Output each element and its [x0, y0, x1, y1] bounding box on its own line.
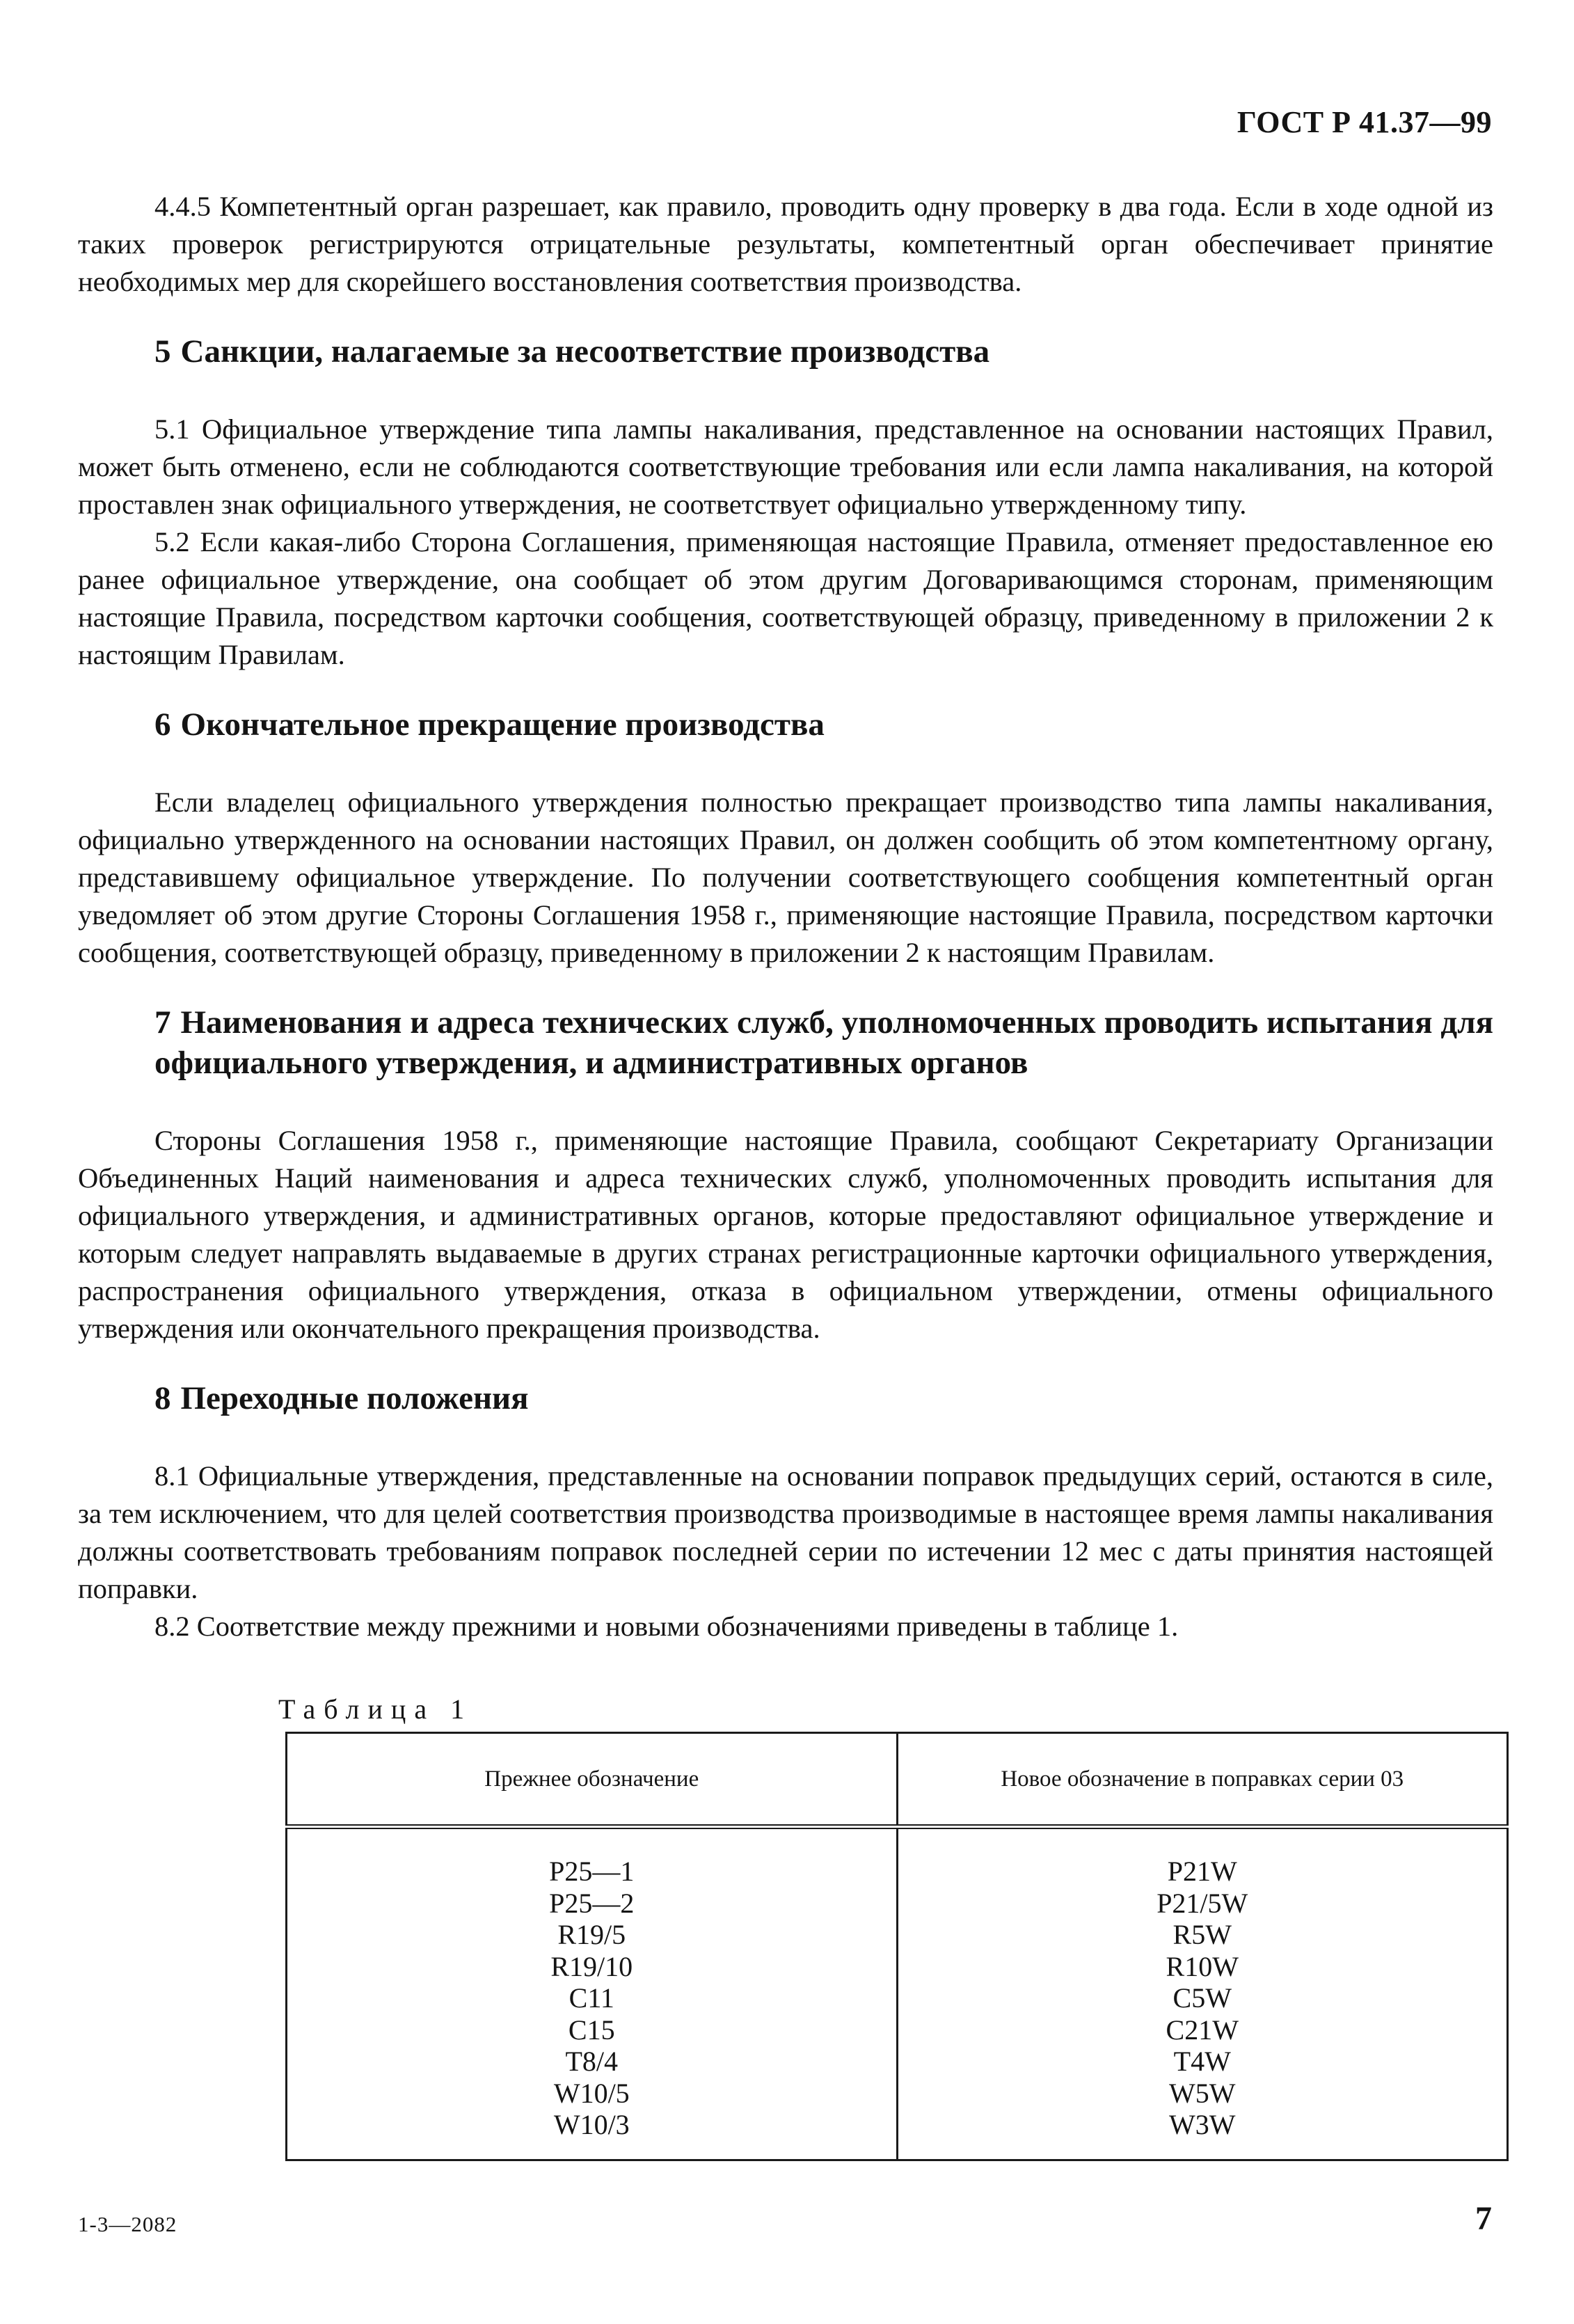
- new-designation: P21W: [1167, 1856, 1237, 1887]
- new-designation: P21/5W: [1156, 1887, 1248, 1919]
- table-row: [287, 1827, 1508, 2160]
- new-designation: C5W: [1172, 1982, 1232, 2014]
- new-designation: R10W: [1166, 1950, 1239, 1982]
- table-caption: Таблица 1: [278, 1693, 473, 1725]
- new-designation-column: [897, 1827, 1508, 2160]
- paragraph-4-4-5: 4.4.5 Компетентный орган разрешает, как правило, проводить одну проверку в два года. Если в ходе одной из таких проверок регистрируются отрицательные результаты, компетентный орган обеспечивает принятие необходимых мер для скорейшего восстановления соответствия производства.: [78, 191, 1493, 297]
- paragraph-6: Если владелец официального утверждения полностью прекращает производство типа лампы накаливания, официально утвержденного на основании настоящих Правил, он должен сообщить об этом компетентному органу, представившему официальное утверждение. По получении соответствующего сообщения компетентный орган уведомляет об этом другие Стороны Соглашения 1958 г., применяющие настоящие Правила, посредством карточки сообщения, соответствующей образцу, приведенному в приложении 2 к настоящим Правилам.: [78, 786, 1493, 968]
- old-designation: P25—2: [549, 1887, 635, 1919]
- new-designation: R5W: [1172, 1919, 1232, 1950]
- paragraph-8-2: 8.2 Соответствие между прежними и новыми обозначениями приведены в таблице 1.: [154, 1611, 1179, 1642]
- old-designation: R19/10: [550, 1950, 633, 1982]
- new-designation: W5W: [1168, 2077, 1236, 2109]
- section-7-heading: [78, 1002, 1493, 1083]
- page-number: 7: [1475, 2200, 1492, 2237]
- print-code: 1-3—2082: [78, 2212, 177, 2236]
- section-title: Переходные положения: [180, 1380, 529, 1416]
- old-designation-column: [287, 1827, 898, 2160]
- old-designation: C15: [568, 2014, 615, 2046]
- old-designation: T8/4: [565, 2046, 619, 2077]
- section-title: Санкции, налагаемые за несоответствие производства: [180, 333, 990, 370]
- section-6-heading: [78, 704, 1493, 745]
- paragraph-8-1: 8.1 Официальные утверждения, представленные на основании поправок предыдущих серий, остаются в силе, за тем исключением, что для целей соответствия производства производимые в настоящее время лампы накаливания должны соответствовать требованиям поправок последней серии по истечении 12 мес с даты принятия настоящей поправки.: [78, 1460, 1493, 1604]
- section-8-heading: [78, 1378, 1493, 1418]
- document-body: [78, 188, 1493, 1645]
- old-designation: R19/5: [557, 1919, 626, 1950]
- old-designation: C11: [569, 1982, 614, 2014]
- section-number: 5: [154, 333, 171, 370]
- old-designation: W10/3: [553, 2109, 630, 2140]
- section-5-heading: [78, 331, 1493, 372]
- section-title: Наименования и адреса технических служб, уполномоченных проводить испытания для официального утверждения, и административных органов: [154, 1004, 1493, 1081]
- new-designation: T4W: [1173, 2046, 1231, 2077]
- paragraph-5-2: 5.2 Если какая-либо Сторона Соглашения, применяющая настоящие Правила, отменяет предоставленное ею ранее официальное утверждение, она сообщает об этом другим Договаривающимся сторонам, применяющим настоящие Правила, посредством карточки сообщения, соответствующей образцу, приведенному в приложении 2 к настоящим Правилам.: [78, 526, 1493, 670]
- new-designation: W3W: [1168, 2109, 1236, 2140]
- section-number: 7: [154, 1004, 171, 1041]
- column-header-new: Новое обозначение в поправках серии 03: [897, 1733, 1508, 1827]
- section-number: 6: [154, 706, 171, 743]
- old-designation: W10/5: [553, 2077, 630, 2109]
- old-designation: P25—1: [549, 1856, 635, 1887]
- paragraph-7: Стороны Соглашения 1958 г., применяющие настоящие Правила, сообщают Секретариату Организации Объединенных Наций наименования и адреса технических служб, уполномоченных проводить испытания для официального утверждения, и административных органов, которые предоставляют официальное утверждение и которым следует направлять выдаваемые в других странах регистрационные карточки официального утверждения, распространения официального утверждения, отказа в официальном утверждении, отмены официального утверждения или окончательного прекращения производства.: [78, 1125, 1493, 1344]
- new-designation: C21W: [1166, 2014, 1239, 2046]
- paragraph-5-1: 5.1 Официальное утверждение типа лампы накаливания, представленное на основании настоящих Правил, может быть отменено, если не соблюдаются соответствующие требования или если лампа накаливания, на которой проставлен знак официального утверждения, не соответствует официально утвержденному типу.: [78, 413, 1493, 520]
- designation-table: [285, 1732, 1509, 2161]
- column-header-old: Прежнее обозначение: [287, 1733, 898, 1827]
- document-code: ГОСТ Р 41.37—99: [1237, 105, 1492, 139]
- section-title: Окончательное прекращение производства: [180, 706, 825, 743]
- section-number: 8: [154, 1380, 171, 1416]
